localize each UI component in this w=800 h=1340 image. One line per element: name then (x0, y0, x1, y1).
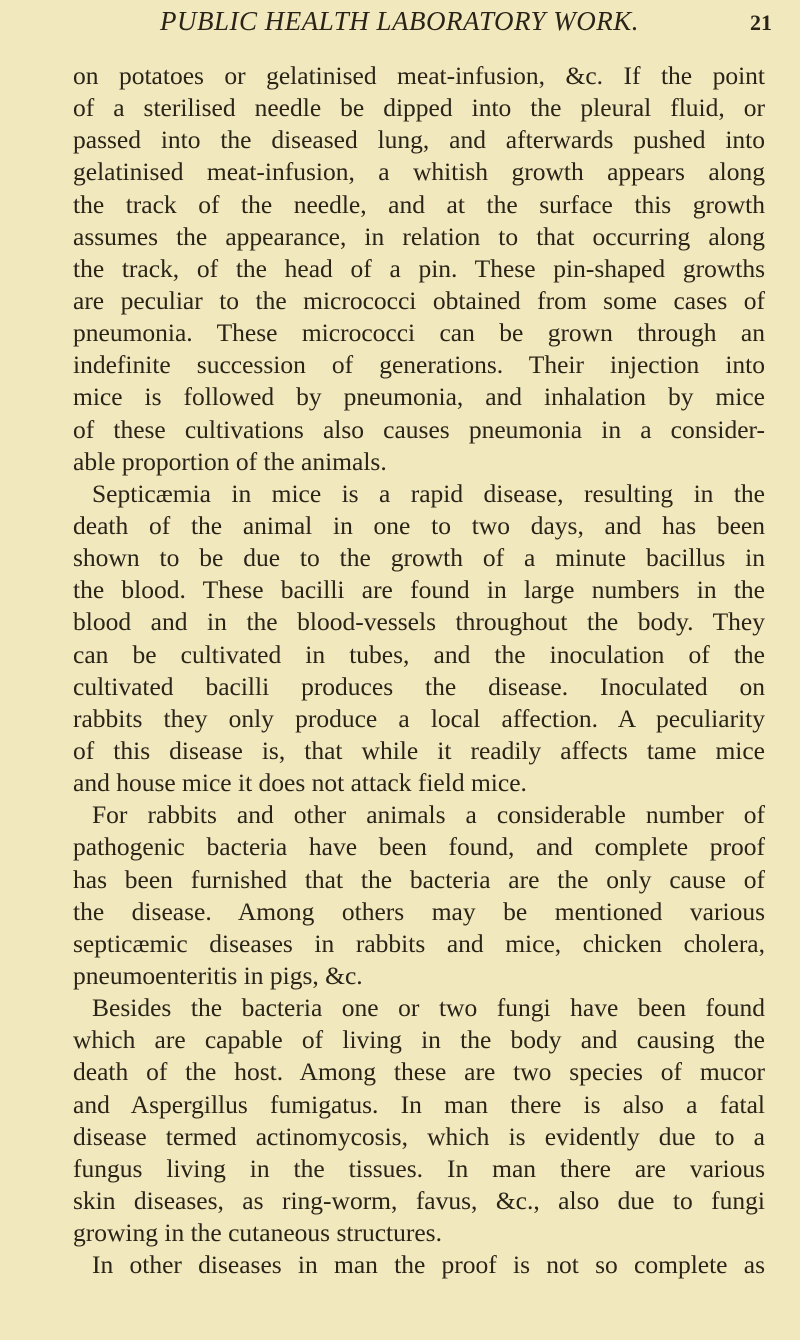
text-line: on potatoes or gelatinised meat-infusion, &c. If the point (73, 61, 765, 90)
text-line: Besides the bacteria one or two fungi have been found (92, 993, 765, 1023)
text-line: the track of the needle, and at the surface this growth (73, 189, 765, 219)
text-line: disease termed actinomycosis, which is evidently due to a (73, 1121, 765, 1151)
text-line: septicæmic diseases in rabbits and mice, chicken cholera, (73, 928, 765, 958)
text-line: gelatinised meat-infusion, a whitish growth appears along (73, 157, 765, 187)
text-line: growing in the cutaneous structures. (73, 1218, 442, 1248)
text-line: are peculiar to the micrococci obtained from some cases of (73, 285, 765, 315)
text-line: indefinite succession of generations. Their injection into (73, 350, 765, 380)
body-text (73, 60, 765, 1281)
text-line: skin diseases, as ring-worm, favus, &c., also due to fungi (73, 1185, 765, 1215)
text-line: assumes the appearance, in relation to that occurring along (73, 221, 765, 251)
text-line: passed into the diseased lung, and afterwards pushed into (73, 125, 765, 155)
text-line: of a sterilised needle be dipped into the pleural fluid, or (73, 93, 765, 123)
text-line: fungus living in the tissues. In man there are various (73, 1153, 765, 1183)
text-line: For rabbits and other animals a considerable number of (92, 800, 765, 830)
text-line: and Aspergillus fumigatus. In man there is also a fatal (73, 1089, 765, 1119)
text-line: can be cultivated in tubes, and the inoculation of the (73, 639, 765, 669)
text-line: death of the host. Among these are two species of mucor (73, 1057, 765, 1087)
text-line: pneumoenteritis in pigs, &c. (73, 960, 363, 990)
text-line: death of the animal in one to two days, and has been (73, 510, 765, 540)
text-line: In other diseases in man the proof is not so complete as (92, 1250, 765, 1280)
text-line: which are capable of living in the body and causing the (73, 1025, 765, 1055)
running-head (72, 6, 772, 46)
text-line: of these cultivations also causes pneumonia in a consider- (73, 414, 765, 444)
text-line: pathogenic bacteria have been found, and complete proof (73, 832, 765, 862)
text-line: the disease. Among others may be mentioned various (73, 896, 765, 926)
text-line: pneumonia. These micrococci can be grown through an (73, 318, 765, 348)
text-line: Septicæmia in mice is a rapid disease, resulting in the (92, 478, 765, 508)
text-line: cultivated bacilli produces the disease. Inoculated on (73, 671, 765, 701)
text-line: has been furnished that the bacteria are the only cause of (73, 864, 765, 894)
text-line: rabbits they only produce a local affection. A peculiarity (73, 703, 765, 733)
page-number: 21 (750, 10, 772, 35)
text-line: the blood. These bacilli are found in large numbers in the (73, 575, 765, 605)
text-line: blood and in the blood-vessels throughout the body. They (73, 607, 765, 637)
text-line: of this disease is, that while it readily affects tame mice (73, 735, 765, 765)
text-line: mice is followed by pneumonia, and inhalation by mice (73, 382, 765, 412)
text-line: able proportion of the animals. (73, 446, 387, 476)
text-line: the track, of the head of a pin. These pin-shaped growths (73, 253, 765, 283)
text-line: and house mice it does not attack field mice. (73, 768, 527, 798)
text-line: shown to be due to the growth of a minute bacillus in (73, 543, 765, 573)
running-title: PUBLIC HEALTH LABORATORY WORK. (160, 6, 639, 36)
